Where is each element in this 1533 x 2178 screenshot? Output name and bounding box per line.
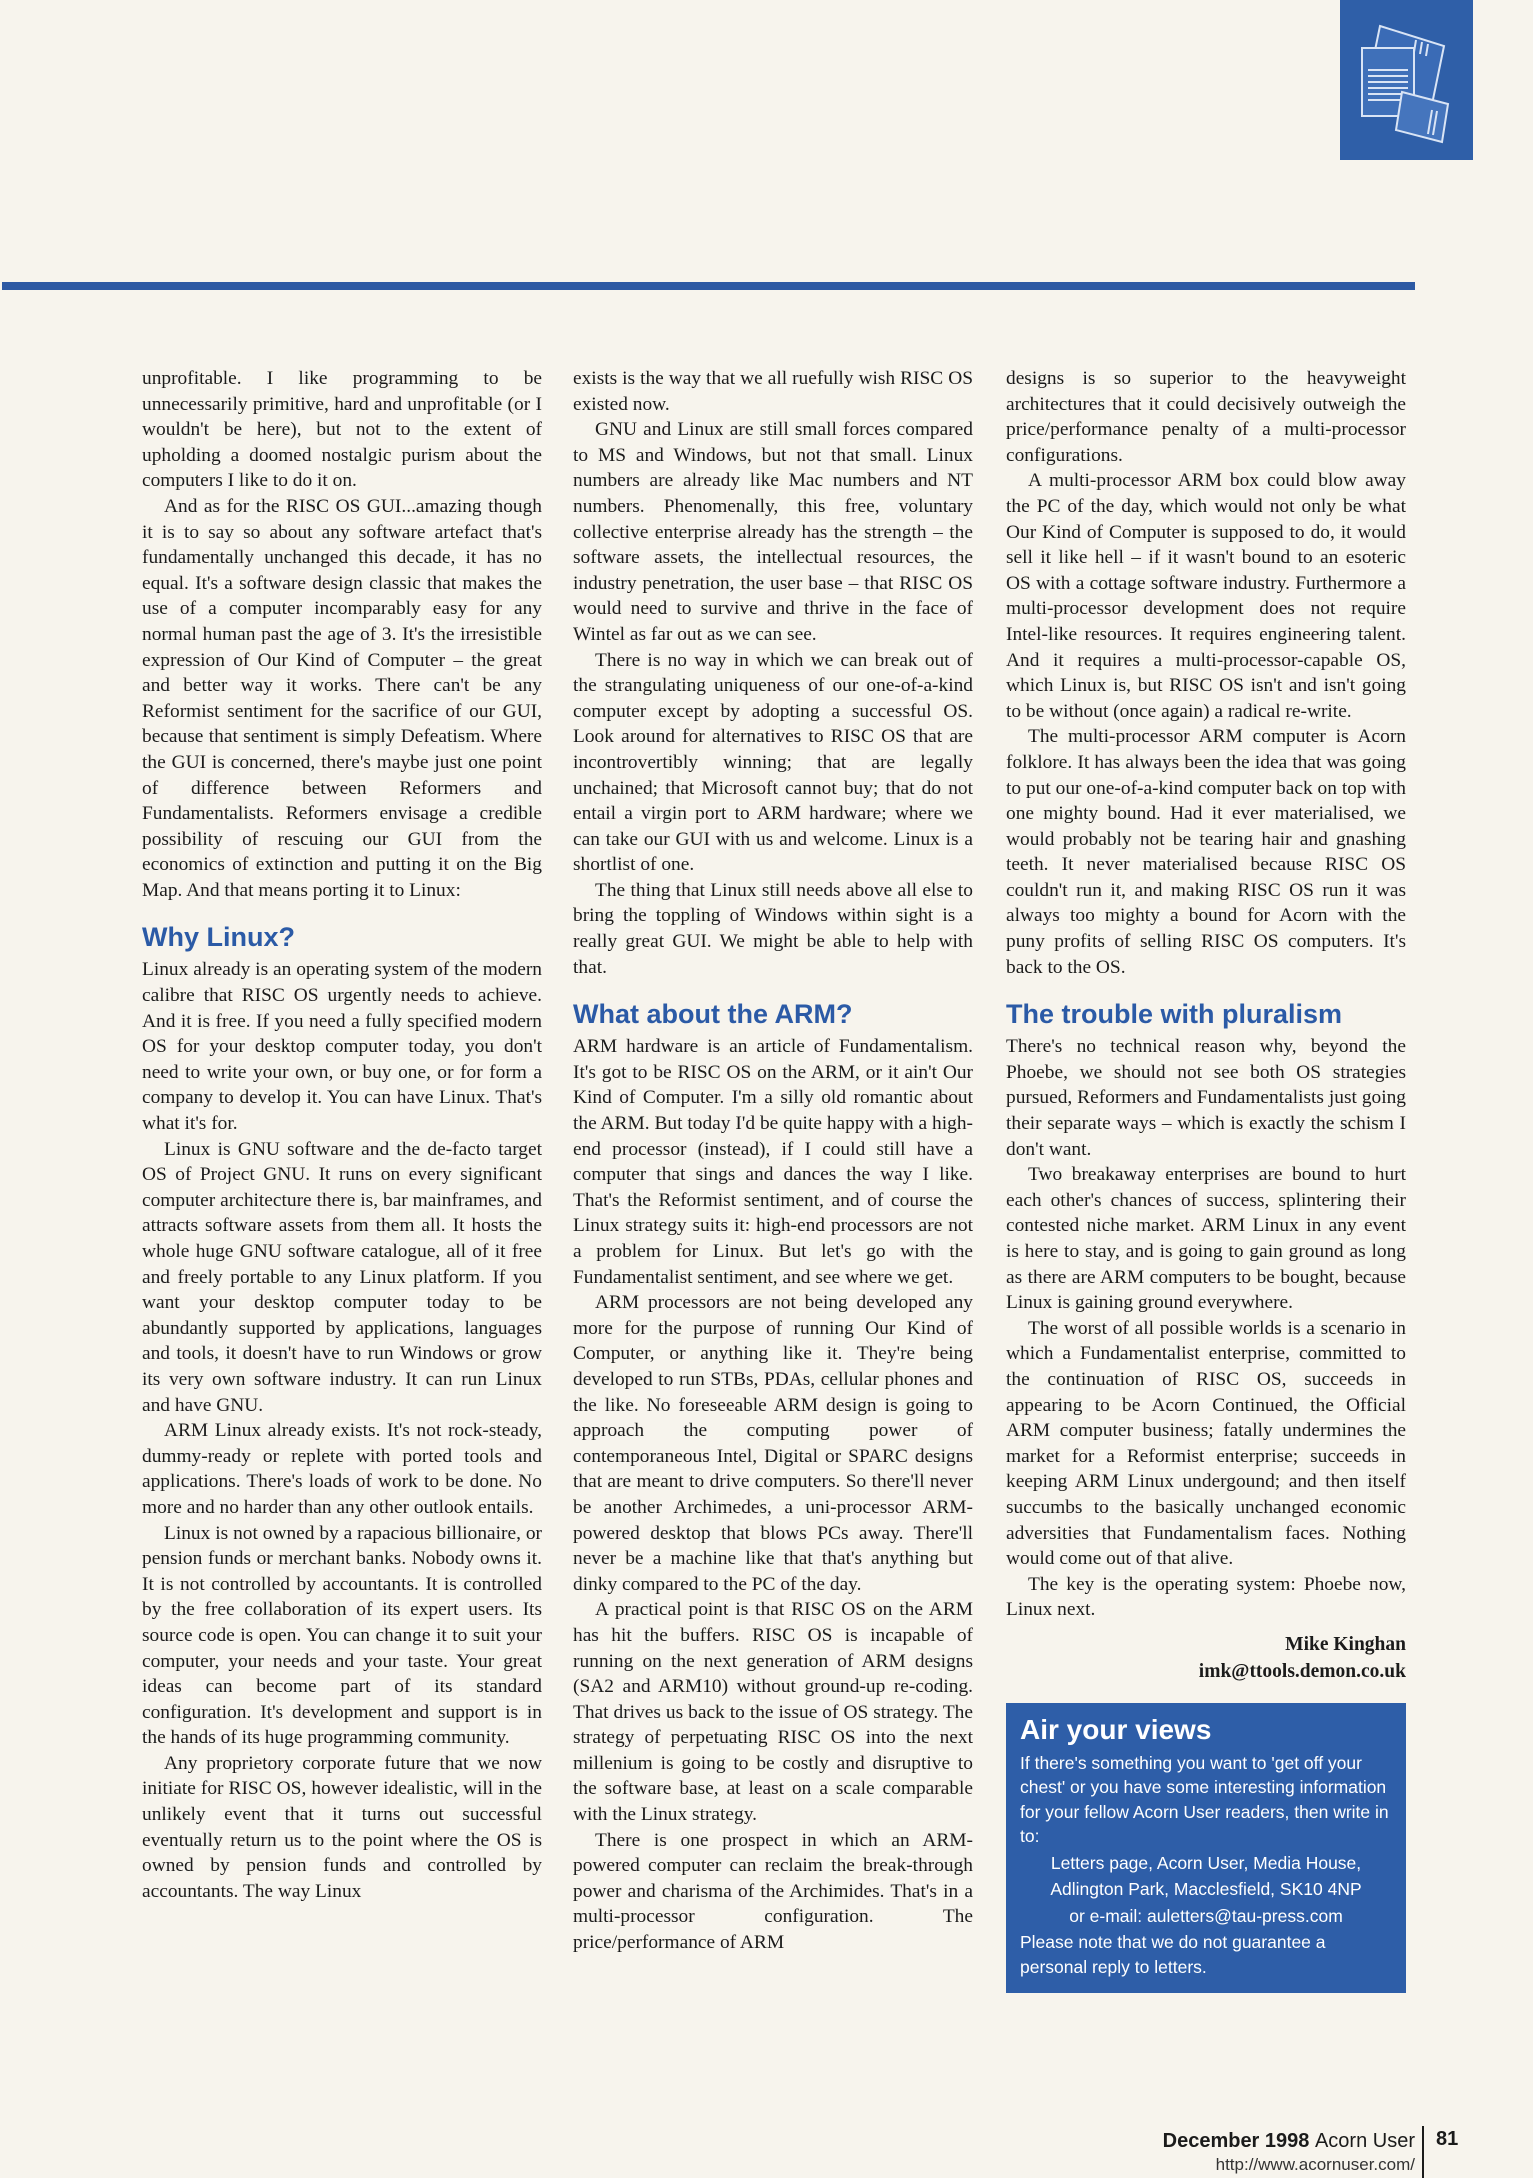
publication-name: Acorn User: [1314, 2130, 1415, 2152]
section-icon-box: [1340, 0, 1473, 160]
issue-date: December 1998: [1162, 2130, 1310, 2152]
page-number: 81: [1422, 2126, 1458, 2178]
header-rule: [2, 282, 1415, 290]
issue-line: [1163, 2128, 1415, 2154]
box-title: Air your views: [1020, 1713, 1212, 1745]
box-note: Please note that we do not guarantee a personal reply to letters.: [1020, 1932, 1326, 1977]
author-name: Mike Kinghan: [1285, 1633, 1406, 1655]
paragraph: Linux already is an operating system of the modern calibre that RISC OS urgently needs to achieve. And it is free. If you need a fully specified modern OS for your desktop computer today, you don't need to write your own, or buy one, or for form a company to develop it. You can have Linux. That's what it's for.: [142, 959, 542, 1135]
paragraph: The thing that Linux still needs above all else to bring the toppling of Windows within sight is a really great GUI. We might be able to help with that.: [573, 879, 973, 978]
paragraph: ARM Linux already exists. It's not rock-steady, dummy-ready or replete with ported tools and applications. There's loads of work to be done. No more and no harder than any other outlook entails.: [142, 1420, 542, 1518]
author-signature: [1006, 1631, 1406, 1685]
section-heading: The trouble with pluralism: [1006, 999, 1343, 1030]
paragraph: Two breakaway enterprises are bound to hurt each other's chances of success, splintering their contested niche market. ARM Linux in any event is here to stay, and is going to gain ground as long as there are ARM computers to be bought, because Linux is gaining ground everywhere.: [1006, 1164, 1406, 1314]
paragraph: And as for the RISC OS GUI...amazing though it is to say so about any software artefact that's fundamentally unchanged this decade, it has no equal. It's a software design classic that makes the use of a computer incomparably easy for any normal human past the age of 3. It's the irresistible expression of Our Kind of Computer – the great and better way it works. There can't be any Reformist sentiment for the sacrifice of our GUI, because that sentiment is simply Defeatism. Where the GUI is concerned, there's maybe just one point of difference between Reformers and Fundamentalists. Reformers envisage a credible possibility of rescuing our GUI from the economics of extinction and putting it on the Big Map. And that means porting it to Linux:: [142, 495, 542, 901]
section-heading: What about the ARM?: [573, 999, 853, 1030]
paragraph: ARM hardware is an article of Fundamentalism. It's got to be RISC OS on the ARM, or it ain't Our Kind of Computer. I'm a silly old romantic about the ARM. But today I'd be quite happy with a high-end processor (instead), if I could still have a computer that sings and dances the way I like. That's the Reformist sentiment, and of course the Linux strategy suits it: high-end processors are not a problem for Linux. But let's go with the Fundamentalist sentiment, and see where we get.: [573, 1036, 973, 1288]
paragraph: designs is so superior to the heavyweight architectures that it could decisively outweigh the price/performance penalty of a multi-processor configurations.: [1006, 368, 1406, 466]
paragraph: The worst of all possible worlds is a scenario in which a Fundamentalist enterprise, committed to the continuation of RISC OS, succeeds in appearing to be Acorn Continued, the Official ARM computer business; fatally undermines the market for a Reformist enterprise; succeeds in keeping ARM Linux undergound; and then itself succumbs to the basically unchanged economic adversities that Fundamentalism faces. Nothing would come out of that alive.: [1006, 1317, 1406, 1570]
address-line: Letters page, Acorn User, Media House,: [1050, 1852, 1362, 1873]
paragraph: ARM processors are not being developed any more for the purpose of running Our Kind of Computer, or anything like it. They're being developed to run STBs, PDAs, cellular phones and the like. No foreseeable ARM design is going to approach the computing power of contemporaneous Intel, Digital or SPARC designs that are meant to drive computers. So there'll never be another Archimedes, a uni-processor ARM-powered desktop that blows PCs away. There'll never be a machine like that that's anything but dinky compared to the PC of the day.: [573, 1292, 973, 1595]
email-line: or e-mail: auletters@tau-press.com: [1069, 1905, 1343, 1926]
air-your-views-box: [1006, 1703, 1406, 1994]
paragraph: There's no technical reason why, beyond the Phoebe, we should not see both OS strategies pursued, Reformers and Fundamentalists just going their separate ways – which is exactly the schism I don't want.: [1006, 1036, 1406, 1160]
column-1: [142, 366, 542, 1904]
author-email: imk@ttools.demon.co.uk: [1198, 1660, 1406, 1682]
paragraph: Any proprietory corporate future that we now initiate for RISC OS, however idealistic, will in the unlikely event that it turns out successful eventually return us to the point where the OS is owned by pension funds and controlled by accountants. The way Linux: [142, 1752, 542, 1902]
paragraph: A multi-processor ARM box could blow away the PC of the day, which would not only be what Our Kind of Computer is supposed to do, it would sell it like hell – if it wasn't bound to an esoteric OS with a cottage software industry. Furthermore a multi-processor development does not require Intel-like resources. It requires engineering talent. And it requires a multi-processor-capable OS, which Linux is, but RISC OS isn't and isn't going to be without (once again) a radical re-write.: [1006, 470, 1406, 722]
paragraph: A practical point is that RISC OS on the ARM has hit the buffers. RISC OS is incapable of running on the next generation of ARM designs (SA2 and ARM10) without ground-up re-coding. That drives us back to the issue of OS strategy. The strategy of perpetuating RISC OS into the next millenium is going to be costly and disruptive to the software base, at least on a scale comparable with the Linux strategy.: [573, 1599, 973, 1826]
paragraph: Linux is GNU software and the de-facto target OS of Project GNU. It runs on every significant computer architecture there is, bar mainframes, and attracts software assets from them all. It hosts the whole huge GNU software catalogue, all of it free and freely portable to any Linux platform. If you want your desktop computer today to be abundantly supported by applications, languages and tools, it doesn't have to run Windows or grow its very own software industry. It can run Linux and have GNU.: [142, 1138, 542, 1416]
paragraph: The multi-processor ARM computer is Acorn folklore. It has always been the idea that was going to put our one-of-a-kind computer back on top with one mighty bound. Had it ever materialised, we would probably not be tearing hair and gnashing teeth. It never materialised because RISC OS couldn't run it, and making RISC OS run it was always too mighty a bound for Acorn with the puny profits of selling RISC OS computers. It's back to the OS.: [1006, 726, 1406, 978]
address-line: Adlington Park, Macclesfield, SK10 4NP: [1050, 1879, 1362, 1900]
section-heading: Why Linux?: [142, 922, 295, 953]
box-intro: If there's something you want to 'get off your chest' or you have some interesting information for your fellow Acorn User readers, then write in to:: [1020, 1752, 1389, 1847]
letters-icon: [1352, 18, 1462, 146]
column-3: [1006, 366, 1406, 1993]
paragraph: GNU and Linux are still small forces compared to MS and Windows, but not that small. Linux numbers are already like Mac numbers and NT numbers. Phenomenally, this free, voluntary collective enterprise already has the strength – the software assets, the intellectual resources, the industry penetration, the user base – that RISC OS would need to survive and thrive in the face of Wintel as far out as we can see.: [573, 419, 973, 645]
column-2: [573, 366, 973, 1956]
paragraph: exists is the way that we all ruefully wish RISC OS existed now.: [573, 368, 973, 415]
paragraph: There is one prospect in which an ARM-powered computer can reclaim the break-through power and charisma of the Archimides. That's in a multi-processor configuration. The price/performance of ARM: [573, 1829, 973, 1954]
website-url: http://www.acornuser.com/: [1215, 2155, 1415, 2174]
paragraph: Linux is not owned by a rapacious billionaire, or pension funds or merchant banks. Nobody owns it. It is not controlled by accountants. It is controlled by the free collaboration of its expert users. Its source code is open. You can change it to suit your computer, your needs and your taste. Your great ideas can become part of its standard configuration. It's development and support is in the hands of its huge programming community.: [142, 1522, 542, 1749]
paragraph: unprofitable. I like programming to be unnecessarily primitive, hard and unprofitable (or I wouldn't be here), but not to the extent of upholding a doomed nostalgic purism about the computers I like to do it on.: [142, 368, 542, 492]
page-footer: [1163, 2128, 1415, 2176]
paragraph: There is no way in which we can break out of the strangulating uniqueness of our one-of-a-kind computer except by adopting a successful OS. Look around for alternatives to RISC OS that are incontrovertibly winning; that are legally unchained; that Microsoft cannot buy; that do not entail a virgin port to ARM hardware; where we can take our GUI with us and welcome. Linux is a shortlist of one.: [573, 649, 973, 876]
paragraph: The key is the operating system: Phoebe now, Linux next.: [1006, 1573, 1406, 1621]
